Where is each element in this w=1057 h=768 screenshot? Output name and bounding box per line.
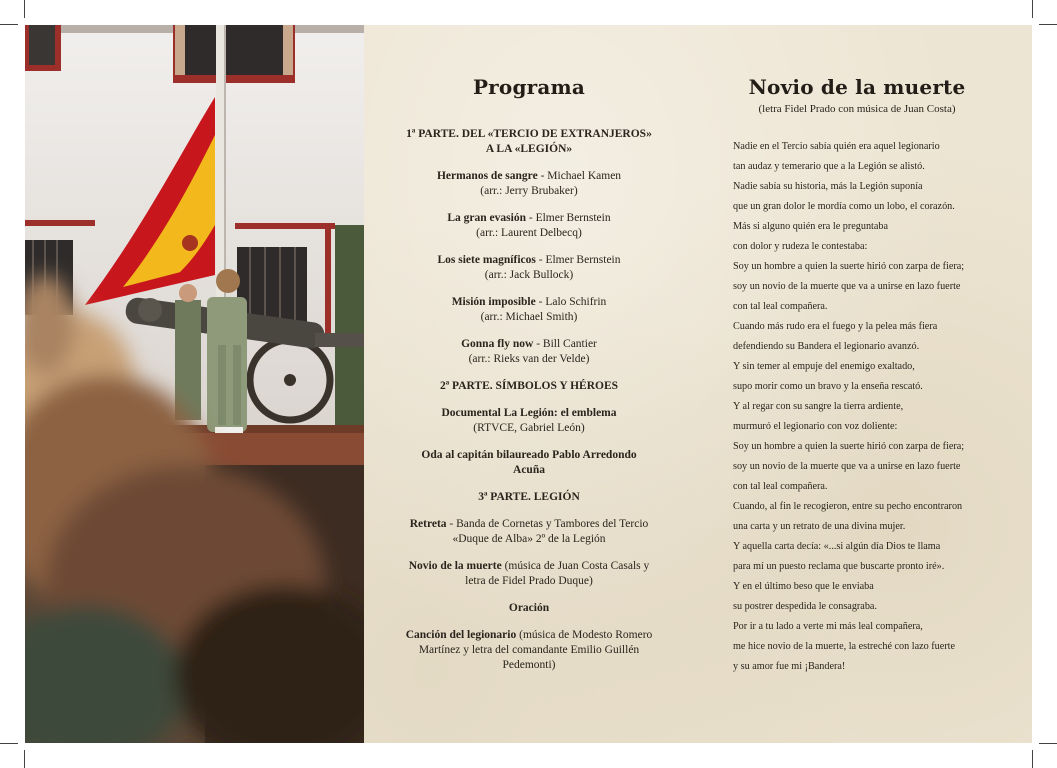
- program-item-credit: Lalo Schifrin: [545, 296, 607, 308]
- crop-mark: [0, 24, 18, 25]
- poem-line: una carta y un retrato de una divina mujer.: [733, 521, 906, 532]
- poem-line: Nadie sabía su historia, más la Legión suponía: [733, 181, 923, 192]
- poem-line: supo morir como un bravo y la enseña rescató.: [733, 381, 923, 392]
- program-item-credit: Elmer Bernstein: [545, 254, 621, 266]
- program-item-title: Canción del legionario: [405, 629, 517, 641]
- poem-line: soy un novio de la muerte que va a unirse en lazo fuerte: [733, 281, 961, 292]
- program-item-arranger: (arr.: Jack Bullock): [484, 269, 574, 281]
- program-item-arranger: (arr.: Jerry Brubaker): [480, 185, 578, 197]
- poem-line: Soy un hombre a quien la suerte hirió con zarpa de fiera;: [733, 441, 965, 452]
- poem-subtitle: (letra Fidel Prado con música de Juan Costa): [758, 103, 956, 115]
- poem-line: Soy un hombre a quien la suerte hirió con zarpa de fiera;: [733, 261, 965, 272]
- program-item-credit: Bill Cantier: [542, 338, 597, 350]
- program-section-heading: 3ª PARTE. LEGIÓN: [478, 491, 580, 503]
- poem-line: tan audaz y temerario que a la Legión se alistó.: [733, 161, 925, 172]
- poem-line: Y al regar con su sangre la tierra ardiente,: [733, 401, 904, 412]
- program-item-credit: Banda de Cornetas y Tambores del Tercio «Duque de Alba» 2º de la Legión: [452, 518, 649, 545]
- poem-line: con tal leal compañera.: [733, 301, 828, 312]
- program-item: [405, 448, 653, 478]
- program-item-title: Hermanos de sangre: [436, 170, 538, 182]
- program-column: [405, 75, 653, 685]
- program-section-heading: Oración: [508, 602, 550, 614]
- poem-line: su postrer despedida le consagraba.: [733, 601, 877, 612]
- poem-line: Y en el último beso que le enviaba: [733, 581, 874, 592]
- program-item: [405, 295, 653, 325]
- program-item-title: Gonna fly now: [461, 338, 534, 350]
- program-item: [405, 169, 653, 199]
- program-item-credit: (música de Modesto Romero Martínez y letra del comandante Emilio Guillén Pedemonti): [418, 629, 653, 671]
- program-item-arranger: (RTVCE, Gabriel León): [473, 422, 585, 434]
- poem-line: para mí un puesto reclama que buscarte pronto iré».: [733, 561, 945, 572]
- program-item-separator: -: [535, 296, 546, 308]
- program-item-credit: Michael Kamen: [547, 170, 622, 182]
- program-item-separator: -: [535, 254, 546, 266]
- poem-line: con dolor y rudeza le contestaba:: [733, 241, 868, 252]
- program-item-title: Retreta: [409, 518, 447, 530]
- program-item: [405, 559, 653, 589]
- poem-line: soy un novio de la muerte que va a unirse en lazo fuerte: [733, 461, 961, 472]
- poem-line: me hice novio de la muerte, la estreché con lazo fuerte: [733, 641, 956, 652]
- poem-line: y su amor fue mi ¡Bandera!: [733, 661, 846, 672]
- program-item-credit: (música de Juan Costa Casals y letra de Fidel Prado Duque): [465, 560, 650, 587]
- poem-line: defendiendo su Bandera el legionario avanzó.: [733, 341, 920, 352]
- crop-mark: [1032, 0, 1033, 18]
- crop-mark: [1039, 743, 1057, 744]
- program-item-separator: -: [446, 518, 457, 530]
- program-item-arranger: (arr.: Rieks van der Velde): [468, 353, 590, 365]
- crop-mark: [24, 0, 25, 18]
- poem-line: Más si alguno quién era le preguntaba: [733, 221, 889, 232]
- crop-mark: [0, 743, 18, 744]
- program-item-title: Oda al capitán bilaureado Pablo Arredondo Acuña: [421, 449, 637, 476]
- program-item-separator: -: [525, 212, 536, 224]
- program-item-title: Los siete magníficos: [437, 254, 536, 266]
- crop-mark: [1039, 24, 1057, 25]
- program-item: [405, 628, 653, 673]
- program-item-separator: -: [537, 170, 548, 182]
- poem-line: Nadie en el Tercio sabía quién era aquel legionario: [733, 141, 940, 152]
- poem-line: Y aquella carta decía: «...si algún día Dios te llama: [733, 541, 941, 552]
- poem-line: murmuró el legionario con voz doliente:: [733, 421, 898, 432]
- program-item: [405, 406, 653, 436]
- program-section-heading: 2ª PARTE. SÍMBOLOS Y HÉROES: [439, 380, 619, 392]
- program-item: [405, 211, 653, 241]
- poem-lines: [733, 137, 1023, 677]
- crop-mark: [1032, 750, 1033, 768]
- program-item-title: Misión imposible: [451, 296, 536, 308]
- program-list: [405, 127, 653, 673]
- program-title: Programa: [472, 75, 586, 99]
- program-item-arranger: (arr.: Michael Smith): [480, 311, 578, 323]
- poem-line: Cuando más rudo era el fuego y la pelea más fiera: [733, 321, 938, 332]
- poem-line: con tal leal compañera.: [733, 481, 828, 492]
- crop-mark: [24, 750, 25, 768]
- poem-title: Novio de la muerte: [748, 75, 966, 99]
- program-item-title: La gran evasión: [447, 212, 526, 224]
- program-item: [405, 337, 653, 367]
- program-section-heading: 1ª PARTE. DEL «TERCIO DE EXTRANJEROS» A LA «LEGIÓN»: [406, 128, 652, 155]
- poem-line: Y sin temer al empuje del enemigo exaltado,: [733, 361, 915, 372]
- program-item: [405, 517, 653, 547]
- poem-line: que un gran dolor le mordía como un lobo, el corazón.: [733, 201, 955, 212]
- poem-column: [733, 75, 1023, 677]
- poem-line: Por ir a tu lado a verte mi más leal compañera,: [733, 621, 923, 632]
- program-item: [405, 253, 653, 283]
- flag-ceremony-photo: [25, 25, 364, 743]
- program-item-separator: -: [533, 338, 543, 350]
- program-item-credit: Elmer Bernstein: [535, 212, 611, 224]
- poem-line: Cuando, al fin le recogieron, entre su pecho encontraron: [733, 501, 963, 512]
- program-item-title: Documental La Legión: el emblema: [441, 407, 617, 419]
- program-item-arranger: (arr.: Laurent Delbecq): [476, 227, 582, 239]
- program-item-title: Novio de la muerte: [408, 560, 502, 572]
